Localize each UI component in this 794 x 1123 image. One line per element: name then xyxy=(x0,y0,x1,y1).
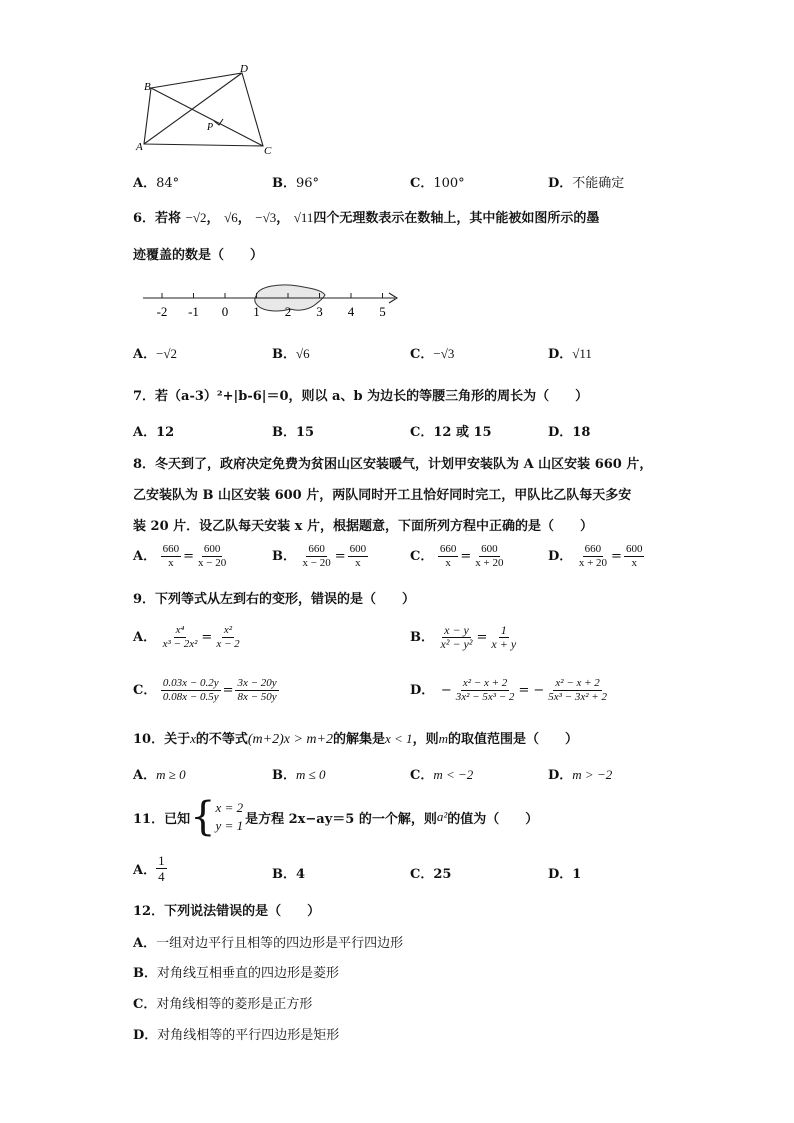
q7-option-c: C．12 或 15 xyxy=(410,425,492,440)
q7-option-d: D．18 xyxy=(548,425,591,440)
q5-option-b: B．96° xyxy=(272,176,320,191)
q5-option-a-text: 84° xyxy=(156,176,180,191)
q5-option-d: D．不能确定 xyxy=(548,176,625,191)
q8-option-a: A． $\frac{660}{x}$ = $\frac{600}{x - 20}$ xyxy=(133,543,227,569)
equation-system: { x = 2 y = 1 xyxy=(190,794,244,840)
q7-option-a: A．12 xyxy=(133,425,175,440)
q11-option-d: D．1 xyxy=(548,867,582,882)
q8-stem-line2: 乙安装队为 B 山区安装 600 片，两队同时开工且恰好同时完工，甲队比乙队每天多安 xyxy=(133,488,632,503)
q6-option-a: A．−√2 xyxy=(133,346,178,362)
axis-tick-label: 5 xyxy=(379,304,386,319)
q7-stem: 7．若（a-3）²+|b-6|＝0，则以 a、b 为边长的等腰三角形的周长为（ ） xyxy=(133,389,589,404)
q12-option-b: B．对角线互相垂直的四边形是菱形 xyxy=(133,966,340,981)
q9-option-d: D． − $\frac{\text{x² − x + 2}}{\text{3x² − 5x³ − 2}}$ = − $\frac{\text{x² − x + 2}}{\text{5x³ − 3x² + 2}}$ xyxy=(410,677,607,703)
q10-stem: 10．关于x的不等式(m+2)x > m+2的解集是x < 1，则m的取值范围是（ ） xyxy=(133,731,578,747)
q11-option-c: C．25 xyxy=(410,867,452,882)
axis-tick-label: 4 xyxy=(347,304,355,319)
q6-stem-line1: 6．若将 −√2， √6， −√3， √11四个无理数表示在数轴上，其中能被如图所示的墨 xyxy=(133,210,600,226)
q6-num-3: −√3 xyxy=(255,210,277,225)
q11-stem: 11．已知 { x = 2 y = 1 是方程 2x−ay＝5 的一个解，则 a² 的值为（ ） xyxy=(133,794,539,840)
axis-tick-label: 3 xyxy=(316,304,323,319)
q8-stem-line3: 装 20 片．设乙队每天安装 x 片，根据题意，下面所列方程中正确的是（ ） xyxy=(133,519,593,534)
q12-option-a: A．一组对边平行且相等的四边形是平行四边形 xyxy=(133,936,404,951)
axis-tick-label: 0 xyxy=(221,304,229,319)
q10-option-d: D．m > −2 xyxy=(548,767,613,783)
q11-option-a: A． $\frac{1}{4}$ xyxy=(133,853,165,884)
label-c: C xyxy=(264,145,272,157)
q10-option-c: C．m < −2 xyxy=(410,767,474,783)
q9-option-b: B． $\frac{x - y}{\text{x² − y²}}$ = $\frac{1}{x + y}$ xyxy=(410,623,517,651)
q9-option-a: A． $\frac{\text{x⁴}}{\text{x³ − 2x²}}$ = $\frac{\text{x²}}{x - 2}$ xyxy=(133,624,240,650)
q6-stem-line2: 迹覆盖的数是（ ） xyxy=(133,248,264,263)
q8-option-d: D． $\frac{660}{x + 20}$ = $\frac{600}{x}$ xyxy=(548,543,643,569)
q9-option-c: C． $\frac{0.03x - 0.2y}{0.08x - 0.5y}$ = $\frac{3x - 20y}{8x - 50y}$ xyxy=(133,677,277,703)
q6-option-b: B．√6 xyxy=(272,346,310,362)
q11-option-b: B．4 xyxy=(272,867,306,882)
q12-option-c: C．对角线相等的菱形是正方形 xyxy=(133,997,313,1012)
label-p: P xyxy=(207,122,214,133)
number-line xyxy=(140,282,405,322)
q10-option-a: A．m ≥ 0 xyxy=(133,767,186,783)
q6-option-d: D．√11 xyxy=(548,346,592,362)
q8-stem-line1: 8．冬天到了，政府决定免费为贫困山区安装暖气，计划甲安装队为 A 山区安装 660 片， xyxy=(133,457,653,472)
q7-option-b: B．15 xyxy=(272,425,315,440)
q6-num-2: √6 xyxy=(224,210,238,225)
q12-stem: 12．下列说法错误的是（ ） xyxy=(133,904,321,919)
q6-option-c: C．−√3 xyxy=(410,346,455,362)
label-a: A xyxy=(136,141,143,153)
axis-tick-label: 1 xyxy=(253,304,260,319)
label-b: B xyxy=(144,81,151,93)
q10-option-b: B．m ≤ 0 xyxy=(272,767,326,783)
axis-tick-label: 2 xyxy=(284,304,292,319)
label-d: D xyxy=(240,63,248,75)
axis-tick-label: -1 xyxy=(188,304,199,319)
quadrilateral-figure xyxy=(130,62,280,157)
q8-option-b: B． $\frac{660}{x - 20}$ = $\frac{600}{x}$ xyxy=(272,543,367,569)
q5-option-a: A．84° xyxy=(133,176,180,191)
q9-stem: 9．下列等式从左到右的变形，错误的是（ ） xyxy=(133,592,416,607)
q5-option-c: C．100° xyxy=(410,176,465,191)
q12-option-d: D．对角线相等的平行四边形是矩形 xyxy=(133,1028,340,1043)
axis-tick-label: -2 xyxy=(156,304,168,319)
q6-num-4: √11 xyxy=(293,210,314,225)
q8-option-c: C． $\frac{660}{x}$ = $\frac{600}{x + 20}$ xyxy=(410,543,504,569)
q6-num-1: −√2 xyxy=(185,210,207,225)
